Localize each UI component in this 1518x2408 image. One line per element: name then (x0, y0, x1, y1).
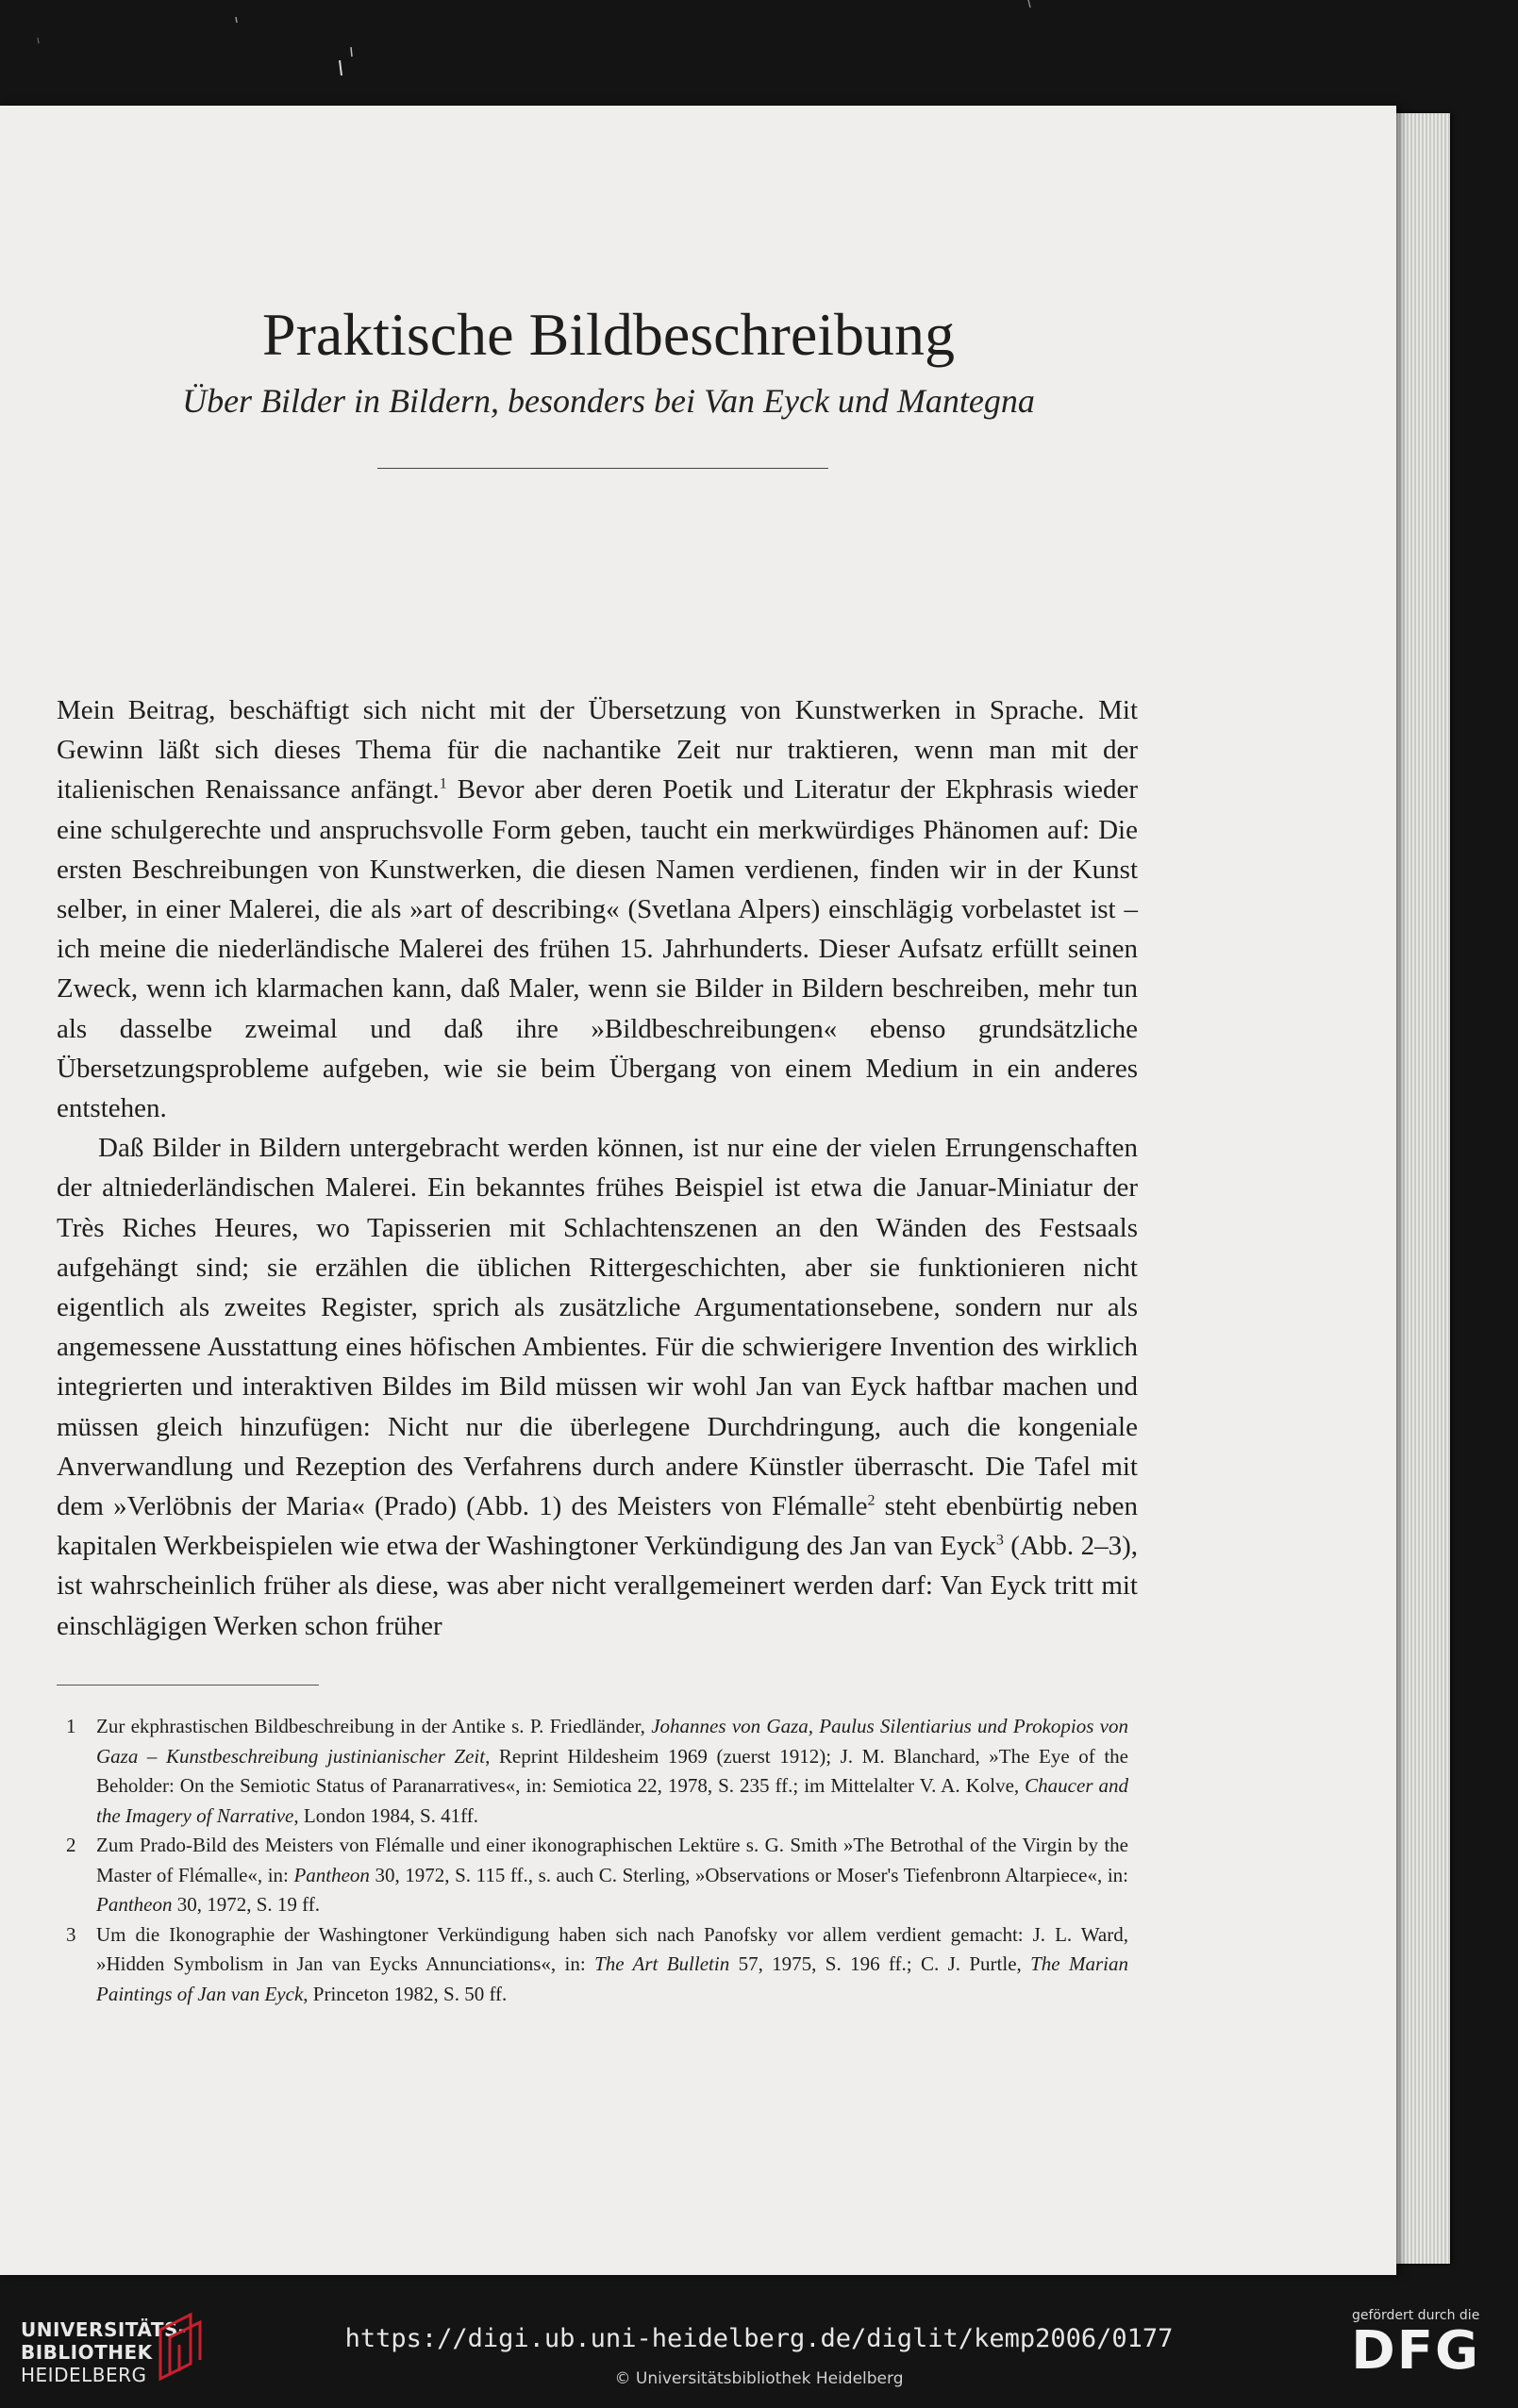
scanner-specks (0, 0, 1518, 104)
title-divider (377, 468, 828, 469)
funder-logo (1351, 2308, 1480, 2380)
logo-text-line2: BIBLIOTHEK (21, 2341, 153, 2364)
logo-text-line3: HEIDELBERG (21, 2364, 147, 2386)
permalink-url[interactable]: https://digi.ub.uni-heidelberg.de/diglit/kemp2006/0177 (344, 2324, 1174, 2353)
footnote-text: Zum Prado-Bild des Meisters von Flémalle und einer ikonographischen Lektüre s. G. Smith »The Betrothal of the Virgin by the Master of Flémalle«, in: Pantheon 30, 1972, S. 115 ff., s. auch C. Sterling, »Observations or Moser's Tiefenbronn Altarpiece«, in: Pantheon 30, 1972, S. 19 ff. (96, 1834, 1128, 1916)
footnote-ref: 3 (995, 1532, 1004, 1549)
page-subtitle: Über Bilder in Bildern, besonders bei Van Eyck und Mantegna (182, 382, 1035, 420)
footnote-3 (66, 1920, 1128, 2010)
footnote-2 (66, 1831, 1128, 1920)
footnote-number: 2 (66, 1834, 76, 1856)
footnotes (66, 1712, 1128, 2009)
viewer-footer-bar (0, 2301, 1518, 2408)
page-title: Praktische Bildbeschreibung (261, 301, 956, 368)
dfg-logo: DFG (1351, 2320, 1480, 2382)
footnote-divider (57, 1685, 319, 1686)
paragraph: Mein Beitrag, beschäftigt sich nicht mit der Übersetzung von Kunstwerken in Sprache. Mit Gewinn läßt sich dieses Thema für die nachantike Zeit nur traktieren, wenn man mit der italienischen Renaissance anfängt.$^1$ Bevor aber deren Poetik und Literatur der Ekphrasis wieder eine schulgerechte und anspruchsvolle Form geben, taucht ein merkwürdiges Phänomen auf: Die ersten Beschreibungen von Kunstwerken, die diesen Namen verdienen, finden wir in der Kunst selber, in einer Malerei, die als »art of describing« (Svetlana Alpers) einschlägig vorbelastet ist – ich meine die niederländische Malerei des frühen 15. Jahrhunderts. Dieser Aufsatz erfüllt seinen Zweck, wenn ich klarmachen kann, daß Maler, wenn sie Bilder in Bildern beschreiben, mehr tun als dasselbe zweimal und daß ihre »Bildbeschreibungen« ebenso grundsätzliche Übersetzungsprobleme aufgeben, wie sie beim Übergang von einem Medium in ein anderes entstehen. (57, 695, 1138, 1124)
paragraph: Daß Bilder in Bildern untergebracht werden können, ist nur eine der vielen Errungenschaften der altniederländischen Malerei. Ein bekanntes frühes Beispiel ist etwa die Januar-Miniatur der Très Riches Heures, wo Tapisserien mit Schlachtenszenen an den Wänden des Festsaals aufgehängt sind; sie erzählen die üblichen Rittergeschichten, aber sie funktionieren nicht eigentlich als zweites Register, sprich als zusätzliche Argumentationsebene, sondern nur als angemessene Ausstattung eines höfischen Ambientes. Für die schwierigere Invention des wirklich integrierten und interaktiven Bildes im Bild müssen wir wohl Jan van Eyck haftbar machen und müssen gleich hinzufügen: Nicht nur die überlegene Durchdringung, auch die kongeniale Anverwandlung und Rezeption des Verfahrens durch andere Künstler überrascht. Die Tafel mit dem »Verlöbnis der Maria« (Prado) (Abb. 1) des Meisters von Flémalle$^2$ steht ebenbürtig neben kapitalen Werkbeispielen wie etwa der Washingtoner Verkündigung des Jan van Eyck$^3$ (Abb. 2–3), ist wahrscheinlich früher als diese, was aber nicht verallgemeinert werden darf: Van Eyck tritt mit einschlägigen Werken schon früher (57, 1133, 1139, 1641)
footnote-ref: 1 (439, 775, 447, 792)
footnote-number: 1 (66, 1715, 76, 1737)
footnote-text: Um die Ikonographie der Washingtoner Verkündigung haben sich nach Panofsky vor allem verdient gemacht: J. L. Ward, »Hidden Symbolism in Jan van Eycks Annunciations«, in: The Art Bulletin 57, 1975, S. 196 ff.; C. J. Purtle, The Marian Paintings of Jan van Eyck, Princeton 1982, S. 50 ff. (96, 1922, 1128, 2005)
copyright-notice: © Universitätsbibliothek Heidelberg (614, 2369, 904, 2388)
footnote-text: Zur ekphrastischen Bildbeschreibung in der Antike s. P. Friedländer, Johannes von Gaza, Paulus Silentiarius und Prokopios von Gaza – Kunstbeschreibung justinianischer Zeit, Reprint Hildesheim 1969 (zuerst 1912); J. M. Blanchard, »The Eye of the Beholder: On the Semiotic Status of Paranarratives«, in: Semiotica 22, 1978, S. 235 ff.; im Mittelalter V. A. Kolve, Chaucer and the Imagery of Narrative, London 1984, S. 41ff. (96, 1715, 1129, 1827)
footnote-1 (66, 1712, 1128, 1831)
footnote-number: 3 (66, 1922, 76, 1946)
logo-text-line1: UNIVERSITÄTS- (21, 2318, 187, 2341)
footnote-ref: 2 (867, 1492, 876, 1509)
funded-by-label: gefördert durch die (1351, 2308, 1480, 2323)
body-text (57, 690, 1138, 1646)
